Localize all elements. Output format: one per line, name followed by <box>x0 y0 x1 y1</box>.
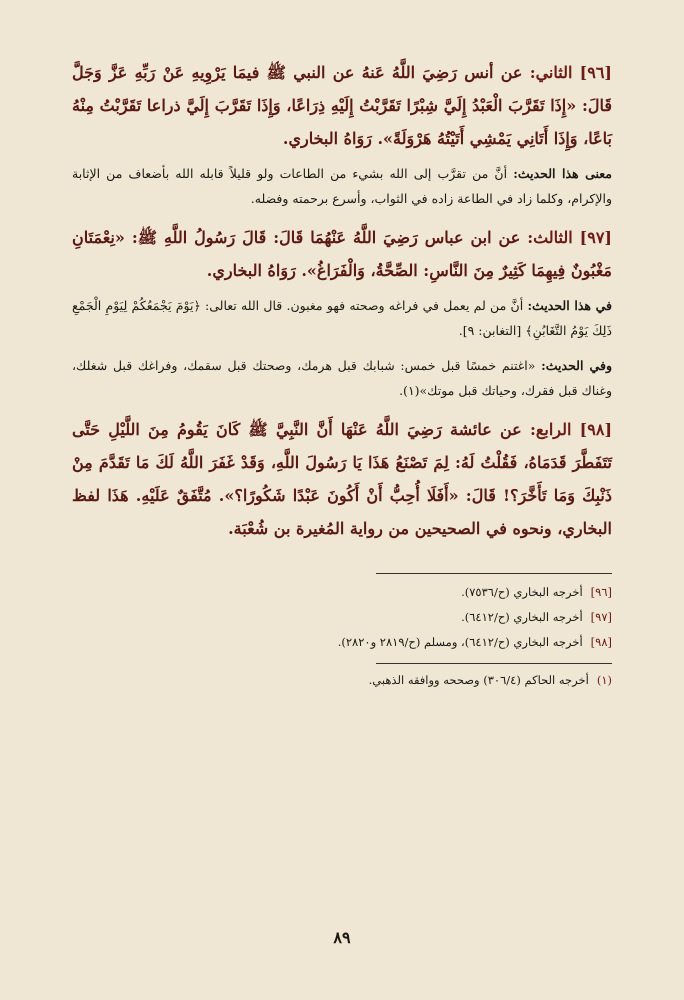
hadith-text: عن عائشة رَضِيَ اللَّهُ عَنْهَا أَنَّ النَّبِيَّ ﷺ كَانَ يَقُومُ مِنَ اللَّيْلِ حَتَّى تَتَفَطَّرَ قَدَمَاهُ، فَقُلْتُ لَهُ: لِمَ تَصْنَعُ هَذَا يَا رَسُولَ اللَّهِ، وَقَدْ غَفَرَ اللَّهُ لَكَ مَا تَقَدَّمَ مِنْ ذَنْبِكَ وَمَا تَأَخَّرَ؟! قَالَ: «أَفَلَا أُحِبُّ أَنْ أَكُونَ عَبْدًا شَكُورًا؟». مُتَّفَقٌ عَلَيْهِ. هَذَا لفظ البخاري، ونحوه في الصحيحين من رواية المُغيرة بن شُعْبَة. <box>72 420 612 538</box>
explanation-text: أنَّ من لم يعمل في فراغه وصحته فهو مغبون. قال الله تعالى: ﴿يَوْمَ يَجْمَعُكُمْ لِيَوْمِ الْجَمْعِ ذَلِكَ يَوْمُ التَّغَابُنِ﴾ [التغابن: ٩]. <box>72 298 612 338</box>
hadith-ordinal: الثاني: <box>529 63 573 82</box>
explanation-text: «اغتنم خمسًا قبل خمس: شبابك قبل هرمك، وصحتك قبل سقمك، وفراغك قبل شغلك، وغناك قبل فقرك، وحياتك قبل موتك»(١). <box>72 358 612 398</box>
footnote-text: أخرجه البخاري (ح/٦٤١٢)، ومسلم (ح/٢٨١٩ و٢٨٢٠). <box>337 635 583 649</box>
explanation-97-extra <box>72 353 612 403</box>
explanation-97 <box>72 293 612 343</box>
hadith-number: [٩٨] <box>579 420 613 439</box>
numbered-note-divider <box>376 663 612 664</box>
numbered-note <box>72 668 612 693</box>
footnote-tag: [٩٨] <box>590 635 612 649</box>
hadith-text: عن ابن عباس رَضِيَ اللَّهُ عَنْهُمَا قَالَ: قَالَ رَسُولُ اللَّهِ ﷺ: «نِعْمَتَانِ مَغْبُونٌ فِيهِمَا كَثِيرٌ مِنَ النَّاسِ: الصِّحَّةُ، وَالْفَرَاغُ». رَوَاهُ البخاري. <box>72 228 612 280</box>
hadith-96 <box>72 56 612 155</box>
footnote-text: أخرجه البخاري (ح/٦٤١٢). <box>461 610 583 624</box>
footnote-97 <box>72 605 612 630</box>
hadith-ordinal: الثالث: <box>527 228 573 247</box>
explanation-label: وفي الحديث: <box>541 358 612 373</box>
footnote-tag: [٩٦] <box>590 585 612 599</box>
footnote-tag: [٩٧] <box>590 610 612 624</box>
footnote-text: أخرجه البخاري (ح/٧٥٣٦). <box>461 585 583 599</box>
explanation-label: في هذا الحديث: <box>527 298 612 313</box>
hadith-98 <box>72 413 612 545</box>
numbered-note-text: أخرجه الحاكم (٣٠٦/٤) وصححه ووافقه الذهبي. <box>368 673 589 687</box>
hadith-number: [٩٧] <box>579 228 612 247</box>
explanation-label: معنى هذا الحديث: <box>513 166 613 181</box>
numbered-note-tag: (١) <box>596 673 612 687</box>
explanation-text: أنَّ من تقرَّب إلى الله بشيء من الطاعات ولو قليلاً قابله الله بأضعاف من الإثابة والإكرام، وكلما زاد في الطاعة زاده في الثواب، وأسرع برحمته وفضله. <box>72 166 612 206</box>
hadith-number: [٩٦] <box>579 63 612 82</box>
page-number: ٨٩ <box>333 928 351 947</box>
explanation-96 <box>72 161 612 211</box>
footnote-divider <box>376 573 612 574</box>
footnote-96 <box>72 580 612 605</box>
hadith-ordinal: الرابع: <box>529 420 572 439</box>
hadith-text: عن أنس رَضِيَ اللَّهُ عَنهُ عن النبي ﷺ فيمَا يَرْوِيهِ عَنْ رَبِّهِ عَزَّ وَجَلَّ قَالَ: «إِذَا تَقَرَّبَ الْعَبْدُ إِلَيَّ شِبْرًا تَقَرَّبْتُ إِلَيْهِ ذِرَاعًا، وَإِذَا تَقَرَّبَ إِلَيَّ ذراعا تَقَرَّبْتُ مِنْهُ بَاعًا، وَإِذَا أَتَانِي يَمْشِي أَتَيْتُهُ هَرْوَلَةً». رَوَاهُ البخاري. <box>72 63 612 148</box>
footnote-98 <box>72 630 612 655</box>
hadith-97 <box>72 221 612 287</box>
